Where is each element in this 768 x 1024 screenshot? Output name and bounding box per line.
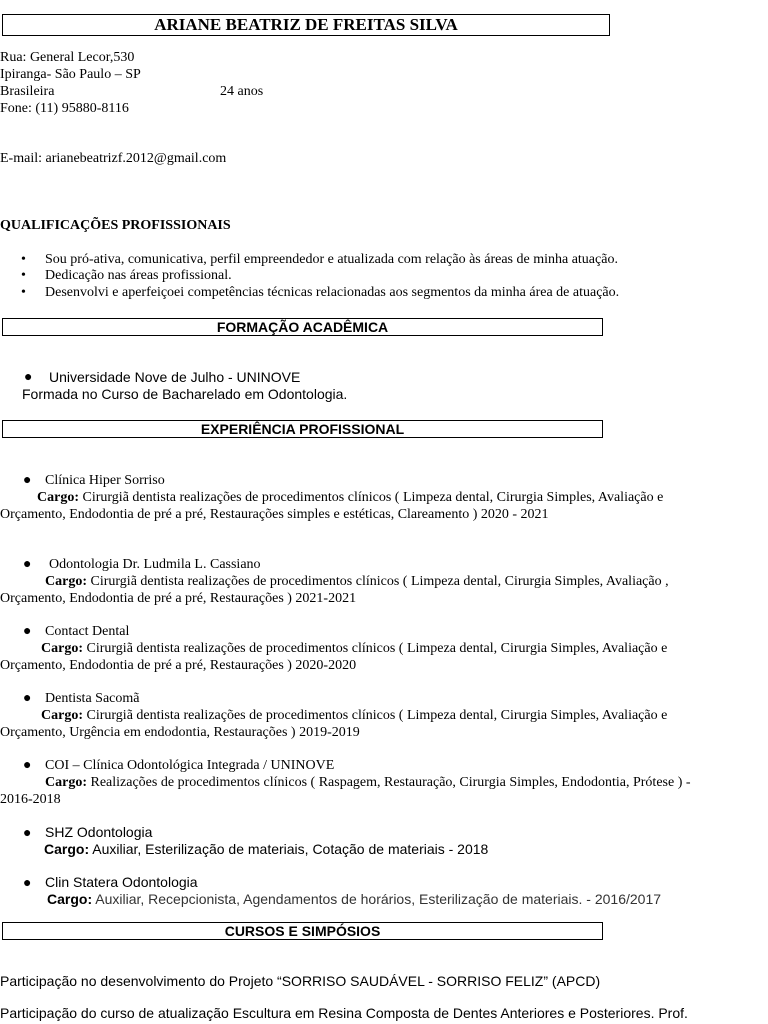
- job-description: [44, 841, 488, 858]
- bullet-icon: •: [21, 268, 26, 283]
- job-description: [41, 640, 667, 657]
- job-company: Dentista Sacomã: [45, 691, 140, 706]
- job-description: [47, 891, 661, 908]
- bullet-icon: ●: [23, 691, 32, 706]
- age: 24 anos: [220, 84, 264, 99]
- cargo-label: Cargo:: [45, 574, 87, 589]
- job-desc-line: Orçamento, Endodontia de pré a pré, Restaurações ) 2021-2021: [0, 591, 357, 606]
- course-item: Participação do curso de atualização Escultura em Resina Composta de Dentes Anteriores e Posteriores. Prof.: [0, 1005, 688, 1021]
- qualification-item: Sou pró-ativa, comunicativa, perfil empreendedor e atualizada com relação às áreas de minha atuação.: [45, 252, 618, 267]
- qualification-item: Dedicação nas áreas profissional.: [45, 268, 232, 283]
- job-desc-line: Cirurgiã dentista realizações de procedimentos clínicos ( Limpeza dental, Cirurgia Simples, Avaliação e: [82, 490, 664, 505]
- cargo-label: Cargo:: [47, 891, 93, 907]
- job-company: Odontologia Dr. Ludmila L. Cassiano: [49, 557, 261, 572]
- job-desc-line: Auxiliar, Recepcionista, Agendamentos de horários, Esterilização de materiais. - 2016/2017: [95, 891, 662, 907]
- job-description: [45, 774, 691, 791]
- job-company: Contact Dental: [45, 624, 130, 639]
- education-institution: Universidade Nove de Julho - UNINOVE: [49, 369, 301, 385]
- bullet-icon: ●: [23, 624, 32, 639]
- job-company: COI – Clínica Odontológica Integrada / UNINOVE: [45, 758, 335, 773]
- job-desc-line: Orçamento, Endodontia de pré a pré, Restaurações ) 2020-2020: [0, 658, 357, 673]
- job-desc-line: Cirurgiã dentista realizações de procedimentos clínicos ( Limpeza dental, Cirurgia Simples, Avaliação e: [86, 708, 668, 723]
- qualifications-title: QUALIFICAÇÕES PROFISSIONAIS: [0, 218, 231, 233]
- job-desc-line: Cirurgiã dentista realizações de procedimentos clínicos ( Limpeza dental, Cirurgia Simples, Avaliação e: [86, 641, 668, 656]
- bullet-icon: ●: [23, 874, 32, 890]
- course-item: Participação no desenvolvimento do Projeto “SORRISO SAUDÁVEL - SORRISO FELIZ” (APCD): [0, 973, 601, 989]
- bullet-icon: ●: [23, 758, 32, 773]
- bullet-icon: ●: [23, 473, 32, 488]
- phone: Fone: (11) 95880-8116: [0, 101, 129, 116]
- job-description: [45, 573, 669, 590]
- bullet-icon: ●: [23, 824, 32, 840]
- bullet-icon: ●: [24, 368, 33, 384]
- bullet-icon: •: [21, 285, 26, 300]
- job-desc-line: Cirurgiã dentista realizações de procedimentos clínicos ( Limpeza dental, Cirurgia Simples, Avaliação ,: [90, 574, 669, 589]
- job-description: [37, 489, 663, 506]
- bullet-icon: ●: [23, 557, 32, 572]
- education-title: FORMAÇÃO ACADÊMICA: [2, 318, 603, 336]
- address-line-2: Ipiranga- São Paulo – SP: [0, 67, 141, 82]
- cargo-label: Cargo:: [41, 641, 83, 656]
- address-line-1: Rua: General Lecor,530: [0, 50, 135, 65]
- resume-name: ARIANE BEATRIZ DE FREITAS SILVA: [2, 14, 610, 36]
- job-desc-line: Orçamento, Endodontia de pré a pré, Restaurações simples e estéticas, Clareamento ) 2020 - 2021: [0, 507, 549, 522]
- education-course: Formada no Curso de Bacharelado em Odontologia.: [22, 386, 348, 402]
- job-desc-line: 2016-2018: [0, 792, 61, 807]
- job-description: [41, 707, 667, 724]
- job-company: Clínica Hiper Sorriso: [45, 473, 165, 488]
- job-desc-line: Realizações de procedimentos clínicos ( Raspagem, Restauração, Cirurgia Simples, Endodontia, Prótese ) -: [90, 775, 691, 790]
- cargo-label: Cargo:: [44, 841, 90, 857]
- experience-title: EXPERIÊNCIA PROFISSIONAL: [2, 420, 603, 438]
- job-company: Clin Statera Odontologia: [45, 874, 198, 890]
- cargo-label: Cargo:: [45, 775, 87, 790]
- job-desc-line: Auxiliar, Esterilização de materiais, Cotação de materiais - 2018: [92, 841, 489, 857]
- job-desc-line: Orçamento, Urgência em endodontia, Restaurações ) 2019-2019: [0, 725, 360, 740]
- bullet-icon: •: [21, 252, 26, 267]
- cargo-label: Cargo:: [37, 490, 79, 505]
- cargo-label: Cargo:: [41, 708, 83, 723]
- email[interactable]: E-mail: arianebeatrizf.2012@gmail.com: [0, 151, 227, 166]
- nationality: Brasileira: [0, 84, 55, 99]
- courses-title: CURSOS E SIMPÓSIOS: [2, 922, 603, 940]
- qualification-item: Desenvolvi e aperfeiçoei competências técnicas relacionadas aos segmentos da minha área de atuação.: [45, 285, 620, 300]
- job-company: SHZ Odontologia: [45, 824, 153, 840]
